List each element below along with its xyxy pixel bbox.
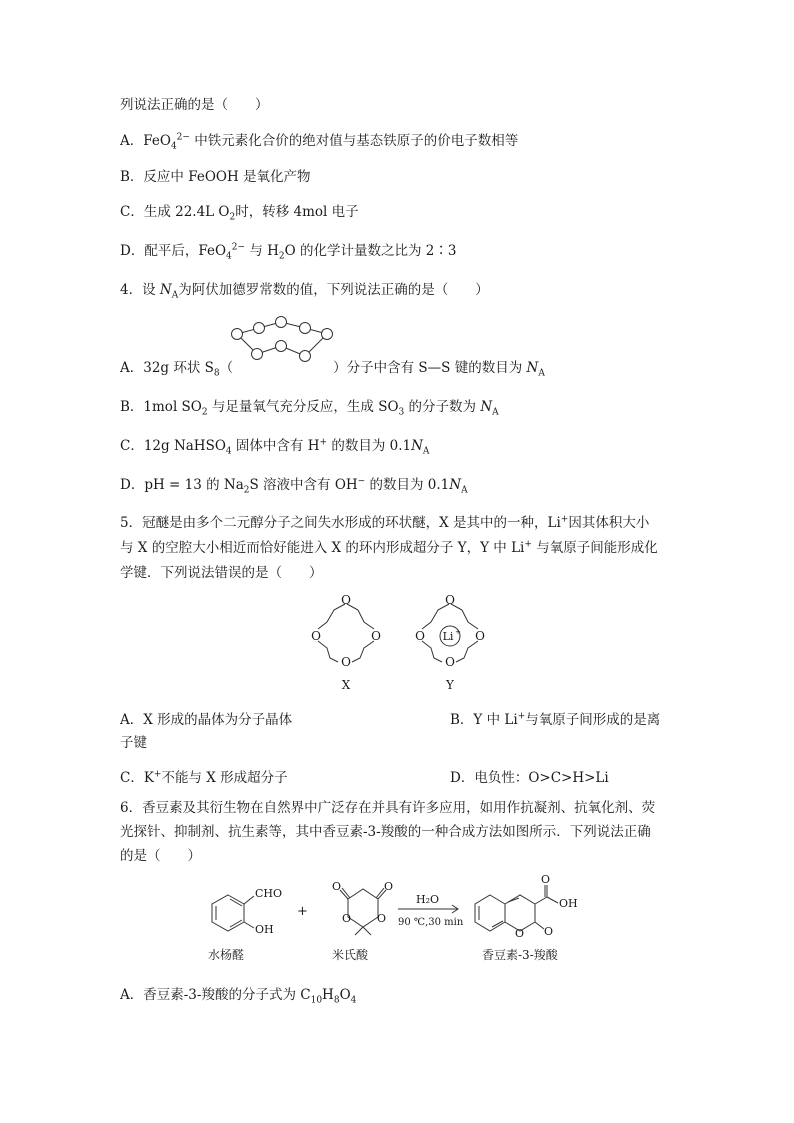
q3-option-c: C．生成 22.4L $O_2$时，转移 4mol 电子 — [120, 204, 359, 223]
reaction-condition: 90 ℃,30 min — [398, 917, 464, 928]
q5-stem-line3: 学键．下列说法错误的是（ ） — [120, 565, 323, 581]
carboxyl-hydroxyl: OH — [559, 897, 578, 910]
q4-option-d: D．pH = 13 的 $Na_2S$ 溶液中含有 OH− 的数目为 $0.1N_A$ — [120, 476, 468, 496]
name-salicylaldehyde: 水杨醛 — [208, 948, 245, 962]
x-oxygen-left: O — [311, 629, 321, 643]
x-oxygen-right: O — [371, 629, 381, 643]
q3-option-a: A．FeO$_4^{2-}$ 中铁元素化合价的绝对值与基态铁原子的价电子数相等 — [120, 132, 519, 152]
carboxyl-oxygen: O — [541, 873, 551, 886]
coumarin-synthesis-scheme — [200, 873, 600, 973]
meldrum-oxygen-4: O — [377, 912, 387, 925]
hydroxyl-group: OH — [255, 923, 274, 936]
q4-stem: 4．设 $N_A$为阿伏加德罗常数的值，下列说法正确的是（ ） — [120, 282, 489, 301]
meldrum-oxygen-1: O — [332, 880, 342, 893]
q4-option-c: C．12g NaHSO$_4$ 固体中含有 H+ 的数目为 $0.1N_A$ — [120, 437, 430, 457]
crown-ether-x — [318, 604, 374, 662]
plus-sign: + — [297, 904, 308, 919]
coumarin-pyrone-ring — [505, 895, 535, 931]
q4-option-a: A．32g 环状 $S_8$（ ）分子中含有 S—S 键的数目为 $N_A$ — [120, 360, 545, 379]
reagent-water: H₂O — [416, 893, 440, 906]
q3-option-d: D．配平后，FeO$_4^{2-}$ 与 $H_2O$ 的化学计量数之比为 2∶3 — [120, 242, 457, 262]
q5-option-a: A．X 形成的晶体为分子晶体 — [120, 712, 293, 728]
ring-oxygen: O — [515, 927, 525, 940]
q4-option-b: B．1mol $SO_2$ 与足量氧气充分反应，生成 $SO_3$ 的分子数为 $N_A$ — [120, 399, 499, 418]
x-oxygen-top: O — [341, 593, 351, 607]
q5-stem-line2: 与 X 的空腔大小相近而恰好能进入 X 的环内形成超分子 Y，Y 中 Li+ 与氧原子间能形成化 — [120, 539, 658, 556]
meldrum-oxygen-2: O — [384, 880, 394, 893]
q5-option-c: C．K+不能与 X 形成超分子 — [120, 769, 288, 786]
li-ion: Li — [442, 630, 454, 643]
label-x: X — [341, 678, 351, 692]
crown-ether-figure — [300, 592, 500, 692]
label-y: Y — [446, 678, 454, 692]
q3-stem: 列说法正确的是（ ） — [120, 97, 269, 113]
q5-option-d: D．电负性：O>C>H>Li — [450, 770, 609, 786]
name-coumarin-3-carboxylic-acid: 香豆素-3-羧酸 — [482, 948, 558, 962]
q6-option-a: A．香豆素-3-羧酸的分子式为 $C_{10}H_8O_4$ — [120, 987, 357, 1006]
q3-option-b: B．反应中 FeOOH 是氧化产物 — [120, 169, 311, 185]
meldrums-acid-ring — [348, 889, 378, 927]
salicylaldehyde-ring — [212, 895, 244, 931]
name-meldrums-acid: 米氏酸 — [332, 948, 369, 962]
q6-stem-line3: 的是（ ） — [120, 848, 201, 864]
y-oxygen-left: O — [415, 629, 425, 643]
q6-stem-line2: 光探针、抑制剂、抗生素等，其中香豆素-3-羧酸的一种合成方法如图所示．下列说法正确 — [120, 824, 651, 840]
y-oxygen-right: O — [475, 629, 485, 643]
y-oxygen-top: O — [445, 593, 455, 607]
li-charge: + — [455, 628, 461, 636]
q6-stem-line1: 6．香豆素及其衍生物在自然界中广泛存在并具有许多应用，如用作抗凝剂、抗氧化剂、荧 — [120, 800, 656, 816]
q5-option-b-continued: 子键 — [120, 735, 147, 751]
x-oxygen-bottom: O — [341, 655, 351, 669]
q5-option-b: B．Y 中 Li+与氧原子间形成的是离 — [450, 711, 661, 728]
y-oxygen-bottom: O — [445, 655, 455, 669]
meldrum-oxygen-3: O — [342, 912, 352, 925]
aldehyde-group: CHO — [255, 887, 283, 900]
q5-stem-line1: 5．冠醚是由多个二元醇分子之间失水形成的环状醚，X 是其中的一种，Li+因其体积大小 — [120, 514, 650, 531]
lactone-oxygen: O — [544, 925, 554, 938]
